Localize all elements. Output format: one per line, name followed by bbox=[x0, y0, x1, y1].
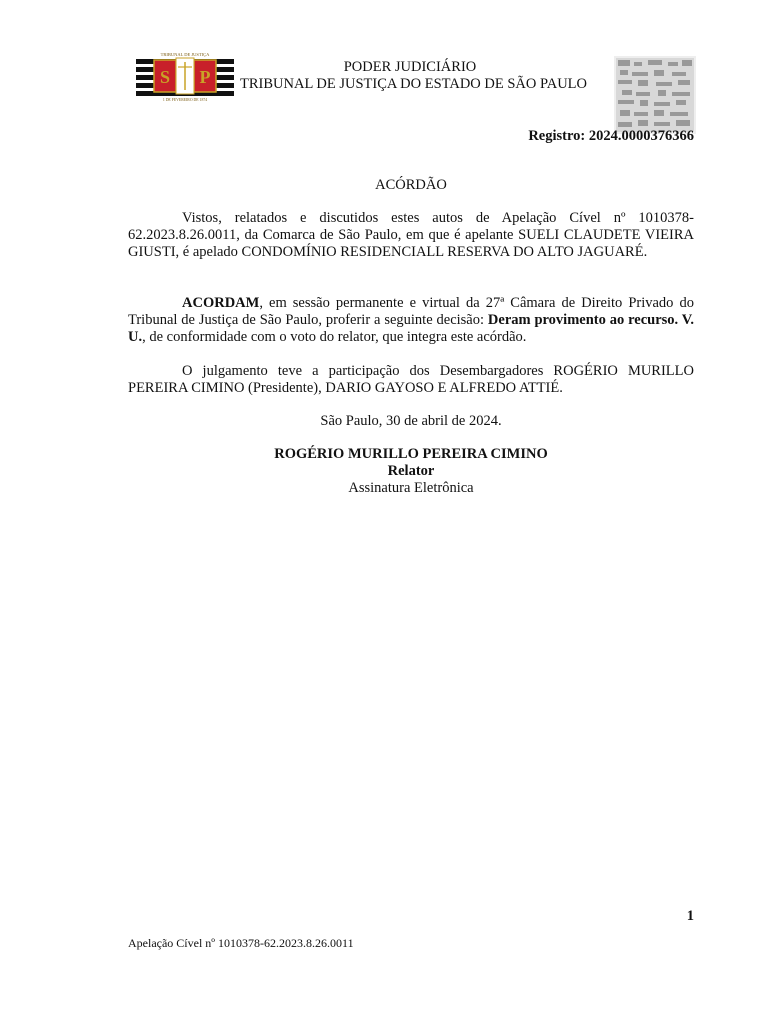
logo-letter-p: P bbox=[199, 67, 211, 87]
header-line-2: TRIBUNAL DE JUSTIÇA DO ESTADO DE SÃO PAULO bbox=[240, 76, 587, 92]
acordam-text-2: , de conformidade com o voto do relator, que integra este acórdão. bbox=[142, 329, 527, 345]
paragraph-acordam bbox=[128, 295, 694, 346]
acordam-text-1: , em sessão permanente e virtual da 27ª Câmara de Direito Privado do Tribunal de Justiça de São Paulo, proferir a seguinte decisão: bbox=[128, 295, 694, 328]
logo-letter-s: S bbox=[159, 67, 171, 87]
paragraph-vistos: Vistos, relatados e discutidos estes autos de Apelação Cível nº 1010378-62.2023.8.26.0011, da Comarca de São Paulo, em que é apelante SUELI CLAUDETE VIEIRA GIUSTI, é apelado CONDOMÍNIO RESIDENCIALL RESERVA DO ALTO JAGUARÉ. bbox=[128, 210, 694, 260]
paragraph-participacao: O julgamento teve a participação dos Desembargadores ROGÉRIO MURILLO PEREIRA CIMINO (Presidente), DARIO GAYOSO E ALFREDO ATTIÉ. bbox=[128, 363, 694, 396]
signer-role: Relator bbox=[387, 463, 435, 479]
registro-number: Registro: 2024.0000376366 bbox=[528, 128, 694, 144]
qr-code-icon bbox=[614, 56, 696, 134]
place-date: São Paulo, 30 de abril de 2024. bbox=[320, 413, 502, 429]
page-footer: Apelação Cível nº 1010378-62.2023.8.26.0011 bbox=[128, 936, 354, 950]
page-number: 1 bbox=[686, 908, 694, 924]
document-title: ACÓRDÃO bbox=[375, 177, 447, 193]
signature-block bbox=[128, 446, 694, 497]
header-line-1: PODER JUDICIÁRIO bbox=[343, 59, 477, 75]
decision-text: Deram provimento ao recurso. V. U. bbox=[128, 312, 695, 345]
acordam-keyword: ACORDAM bbox=[182, 295, 260, 311]
logo-bottom-text: 1 DE FEVEREIRO DE 1874 bbox=[162, 98, 208, 102]
court-logo bbox=[136, 50, 234, 102]
document-header bbox=[240, 59, 587, 93]
signer-name: ROGÉRIO MURILLO PEREIRA CIMINO bbox=[274, 446, 548, 462]
signature-type: Assinatura Eletrônica bbox=[348, 480, 474, 496]
logo-top-text: TRIBUNAL DE JUSTIÇA bbox=[160, 52, 210, 57]
